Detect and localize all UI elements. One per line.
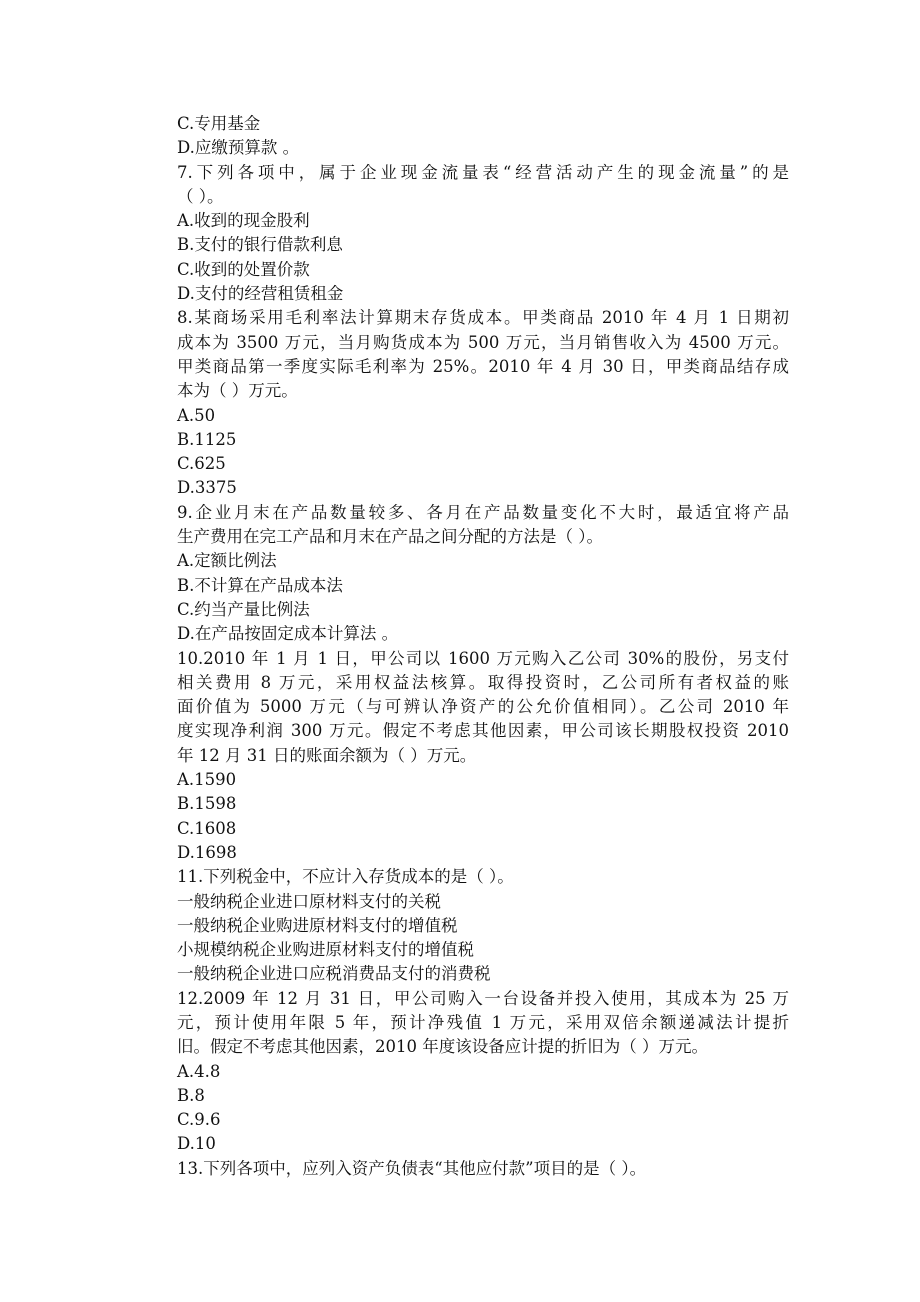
option-line: B.支付的银行借款利息 xyxy=(177,235,343,255)
option-line: 小规模纳税企业购进原材料支付的增值税 xyxy=(177,940,474,960)
question-13-text: 13.下列各项中，应列入资产负债表“其他应付款”项目的是（ ）。 xyxy=(177,1158,647,1178)
option-line: B.1598 xyxy=(177,794,237,814)
option-line: A.4.8 xyxy=(177,1061,221,1081)
question-12-text: 旧。假定不考虑其他因素，2010 年度该设备应计提的折旧为（ ）万元。 xyxy=(177,1037,708,1057)
question-10-text: 年 12 月 31 日的账面余额为（ ）万元。 xyxy=(177,745,477,765)
question-8-text: 本为（ ）万元。 xyxy=(177,381,298,401)
option-line: 一般纳税企业进口应税消费品支付的消费税 xyxy=(177,964,491,984)
question-12-text: 元，预计使用年限 5 年，预计净残值 1 万元，采用双倍余额递减法计提折 xyxy=(177,1012,789,1032)
option-line: B.8 xyxy=(177,1085,205,1105)
question-11-text: 11.下列税金中，不应计入存货成本的是（ ）。 xyxy=(177,867,514,887)
question-9-text: 9.企业月末在产品数量较多、各月在产品数量变化不大时，最适宜将产品 xyxy=(177,502,789,522)
question-12-text: 12.2009 年 12 月 31 日，甲公司购入一台设备并投入使用，其成本为 25 万 xyxy=(177,988,789,1008)
document-page xyxy=(177,112,789,1181)
question-10-text: 面价值为 5000 万元（与可辨认净资产的公允价值相同）。乙公司 2010 年 xyxy=(177,697,789,717)
option-line: C.专用基金 xyxy=(177,114,261,133)
option-line: A.收到的现金股利 xyxy=(177,211,310,231)
option-line: A.1590 xyxy=(177,770,237,790)
option-line: C.约当产量比例法 xyxy=(177,599,310,619)
question-9-text: 生产费用在完工产品和月末在产品之间分配的方法是（ ）。 xyxy=(177,527,603,547)
question-10-text: 10.2010 年 1 月 1 日，甲公司以 1600 万元购入乙公司 30%的股份，另支付 xyxy=(177,648,789,668)
option-line: D.在产品按固定成本计算法 。 xyxy=(177,624,399,644)
option-line: C.收到的处置价款 xyxy=(177,259,310,279)
option-line: B.不计算在产品成本法 xyxy=(177,575,343,595)
question-7-text: （ ）。 xyxy=(177,186,224,206)
question-10-text: 相关费用 8 万元，采用权益法核算。取得投资时，乙公司所有者权益的账 xyxy=(177,672,789,692)
option-line: D.1698 xyxy=(177,842,237,862)
option-line: D.应缴预算款 。 xyxy=(177,138,300,158)
question-8-text: 甲类商品第一季度实际毛利率为 25%。2010 年 4 月 30 日，甲类商品结存成 xyxy=(177,356,789,376)
option-line: 一般纳税企业购进原材料支付的增值税 xyxy=(177,915,458,935)
question-8-text: 8.某商场采用毛利率法计算期末存货成本。甲类商品 2010 年 4 月 1 日期初 xyxy=(177,308,789,328)
option-line: C.1608 xyxy=(177,818,237,838)
option-line: C.9.6 xyxy=(177,1110,221,1130)
option-line: D.3375 xyxy=(177,478,237,498)
option-line: D.10 xyxy=(177,1134,216,1154)
option-line: A.定额比例法 xyxy=(177,551,277,571)
question-8-text: 成本为 3500 万元，当月购货成本为 500 万元，当月销售收入为 4500 万元。 xyxy=(177,332,789,352)
option-line: C.625 xyxy=(177,454,226,474)
option-line: B.1125 xyxy=(177,429,237,449)
option-line: D.支付的经营租赁租金 xyxy=(177,284,344,304)
question-10-text: 度实现净利润 300 万元。假定不考虑其他因素，甲公司该长期股权投资 2010 xyxy=(177,721,789,741)
option-line: A.50 xyxy=(177,405,216,425)
question-7-text: 7.下列各项中，属于企业现金流量表“经营活动产生的现金流量”的是 xyxy=(177,162,789,182)
option-line: 一般纳税企业进口原材料支付的关税 xyxy=(177,891,441,911)
